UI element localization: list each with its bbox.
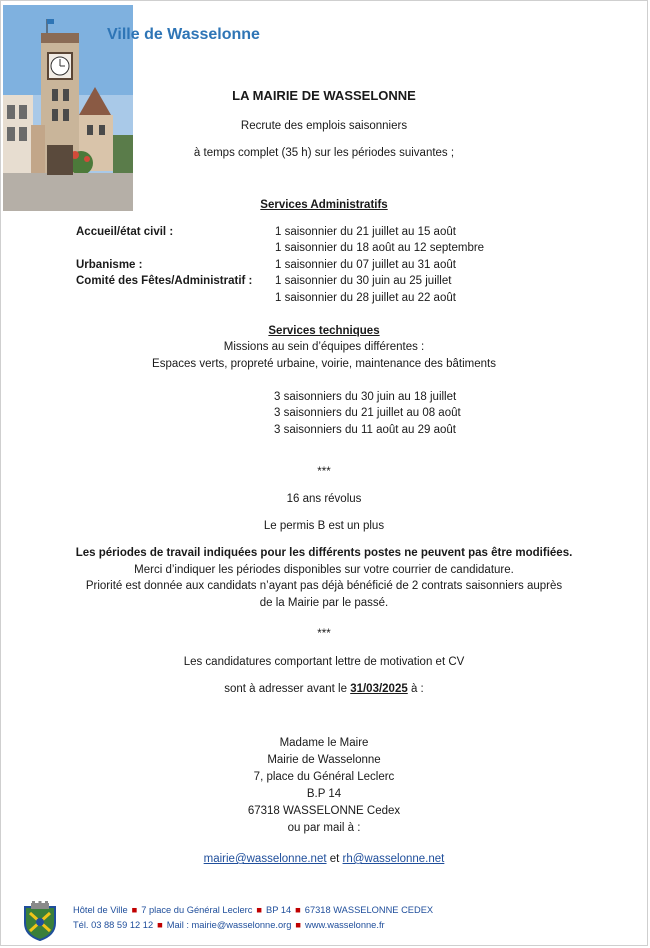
footer-separator: ■: [295, 920, 302, 930]
mairie-email-link[interactable]: mairie@wasselonne.net: [203, 853, 327, 865]
rh-email-link[interactable]: rh@wasselonne.net: [342, 853, 445, 865]
address-line-1: Madame le Maire: [279, 737, 369, 749]
admin-value-4: 1 saisonnier du 30 juin au 25 juillet: [275, 275, 452, 287]
admin-label-comite: Comité des Fêtes/Administratif :: [76, 275, 253, 287]
intro-line-1: Recrute des emplois saisonniers: [240, 120, 408, 132]
separator-1: ***: [317, 466, 331, 478]
permit-note: Le permis B est un plus: [263, 520, 385, 532]
footer-address-line: [73, 905, 433, 915]
admin-value-3: 1 saisonnier du 07 juillet au 31 août: [275, 259, 456, 271]
application-line-1: Les candidatures comportant lettre de motivation et CV: [183, 656, 465, 668]
footer-separator: ■: [157, 920, 163, 930]
notes-bold: Les périodes de travail indiquées pour les différents postes ne peuvent pas être modifiées.: [75, 547, 573, 559]
intro-line-2: à temps complet (35 h) sur les périodes suivantes ;: [193, 147, 455, 159]
footer-separator: ■: [131, 905, 138, 915]
footer-website[interactable]: www.wasselonne.fr: [305, 920, 385, 930]
page-title: LA MAIRIE DE WASSELONNE: [232, 88, 416, 103]
footer-hotel: Hôtel de Ville: [73, 905, 128, 915]
notes-line-3: Priorité est donnée aux candidats n’ayant pas déjà bénéficié de 2 contrats saisonniers auprès: [85, 580, 563, 592]
footer-mail[interactable]: Mail : mairie@wasselonne.org: [166, 920, 292, 930]
tech-period-2: 3 saisonniers du 21 juillet au 08 août: [274, 407, 461, 419]
address-line-4: B.P 14: [306, 788, 342, 800]
brand-name: Ville de Wasselonne: [107, 26, 260, 43]
tech-period-3: 3 saisonniers du 11 août au 29 août: [274, 424, 457, 436]
admin-value-1: 1 saisonnier du 21 juillet au 15 août: [275, 226, 456, 238]
tech-line-1: Missions au sein d’équipes différentes :: [223, 341, 425, 353]
tech-period-1: 3 saisonniers du 30 juin au 18 juillet: [274, 391, 457, 403]
age-requirement: 16 ans révolus: [286, 493, 362, 505]
footer-separator: ■: [295, 905, 301, 915]
footer-phone: Tél. 03 88 59 12 12: [73, 920, 154, 930]
admin-heading: Services Administratifs: [260, 199, 388, 211]
application-suffix: à :: [407, 683, 424, 695]
deadline-date: 31/03/2025: [350, 683, 408, 695]
coat-of-arms-icon: [17, 901, 63, 941]
tech-heading: Services techniques: [268, 325, 380, 337]
notes-line-4: de la Mairie par le passé.: [259, 597, 389, 609]
application-line-2: [1, 683, 647, 695]
email-joiner: et: [326, 853, 343, 865]
notes-line-2: Merci d’indiquer les périodes disponibles sur votre courrier de candidature.: [134, 564, 514, 576]
address-line-2: Mairie de Wasselonne: [267, 754, 381, 766]
email-line: [1, 853, 647, 865]
address-line-6: ou par mail à :: [287, 822, 361, 834]
admin-label-accueil: Accueil/état civil :: [76, 226, 174, 238]
address-line-5: 67318 WASSELONNE Cedex: [247, 805, 401, 817]
footer-bp: BP 14: [266, 905, 292, 915]
footer-contact-line: [73, 920, 385, 930]
admin-label-urbanisme: Urbanisme :: [76, 259, 143, 271]
footer-city: 67318 WASSELONNE CEDEX: [304, 905, 434, 915]
footer: [1, 901, 647, 941]
application-prefix: sont à adresser avant le: [224, 683, 351, 695]
admin-value-2: 1 saisonnier du 18 août au 12 septembre: [275, 242, 485, 254]
footer-street: 7 place du Général Leclerc: [141, 905, 253, 915]
tech-line-2: Espaces verts, propreté urbaine, voirie, maintenance des bâtiments: [152, 358, 496, 370]
footer-separator: ■: [256, 905, 262, 915]
separator-2: ***: [317, 628, 331, 640]
address-line-3: 7, place du Général Leclerc: [253, 771, 395, 783]
admin-value-5: 1 saisonnier du 28 juillet au 22 août: [275, 292, 456, 304]
